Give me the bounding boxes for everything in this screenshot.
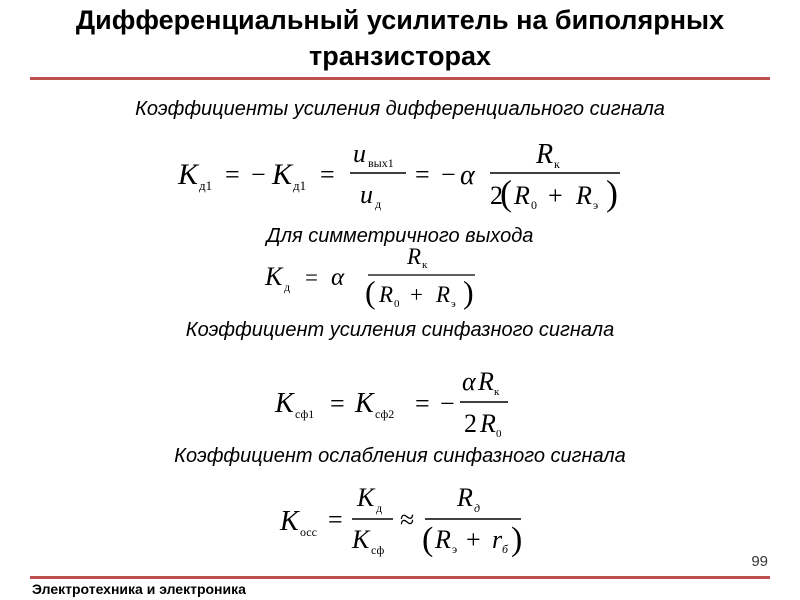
symbol-u: u (353, 139, 366, 168)
symbol-alpha: α (331, 264, 345, 291)
paren-open: ( (365, 274, 376, 310)
symbol-K: K (178, 158, 199, 191)
symbol-K: K (265, 262, 283, 291)
subscript-d: д (474, 501, 481, 515)
footer-course-title: Электротехника и электроника (32, 581, 246, 597)
paren-open: ( (500, 173, 512, 213)
paren-close: ) (511, 521, 523, 558)
symbol-R: R (536, 139, 554, 170)
symbol-K: K (280, 506, 299, 537)
heading-common-mode-gain: Коэффициент усиления синфазного сигнала (185, 319, 615, 341)
symbol-K: K (275, 388, 294, 419)
subscript-oss: осс (300, 525, 317, 539)
subscript-d: д (375, 197, 382, 211)
equals-sign: = (415, 389, 430, 418)
symbol-R: R (407, 244, 422, 269)
number-two: 2 (464, 409, 477, 438)
heading-symmetric-output: Для симметричного выхода (266, 225, 534, 247)
subscript-e: э (451, 298, 456, 310)
heading-cmrr: Коэффициент ослабления синфазного сигнала (174, 445, 626, 467)
paren-open: ( (422, 521, 434, 558)
symbol-K: K (357, 483, 375, 512)
paren-close: ) (606, 173, 618, 213)
symbol-R: R (576, 181, 592, 210)
symbol-R: R (480, 409, 496, 438)
top-divider (30, 77, 770, 80)
subscript-sf1: сф1 (295, 407, 315, 421)
symbol-K: K (272, 158, 293, 191)
equals-sign: = (330, 389, 345, 418)
minus-sign: − (440, 389, 455, 418)
symbol-R: R (514, 181, 530, 210)
equals-sign: = (415, 160, 430, 189)
symbol-alpha: α (460, 160, 475, 191)
subscript-k: к (554, 157, 560, 171)
equals-sign: = (305, 265, 318, 290)
approx-sign: ≈ (400, 505, 415, 534)
subscript-d1: д1 (293, 178, 307, 193)
equals-sign: = (225, 160, 240, 189)
symbol-u: u (360, 180, 373, 209)
symbol-R: R (478, 367, 494, 396)
symbol-r: r (492, 525, 503, 554)
symbol-R: R (435, 525, 451, 554)
paren-close: ) (463, 274, 474, 310)
slide-title-line-2: транзисторах (309, 41, 491, 71)
minus-sign: − (251, 160, 266, 189)
plus-sign: + (548, 181, 563, 210)
subscript-0: 0 (531, 198, 537, 212)
subscript-d: д (376, 501, 383, 515)
symbol-R: R (379, 282, 394, 307)
subscript-0: 0 (394, 298, 400, 310)
symbol-R: R (457, 483, 473, 512)
formula-differential-gain (0, 138, 800, 213)
minus-sign: − (441, 160, 456, 189)
formula-cmrr (0, 482, 800, 558)
symbol-K: K (355, 388, 374, 419)
formula-symmetric-output (0, 244, 800, 319)
subscript-out1: вых1 (368, 156, 394, 170)
plus-sign: + (410, 282, 423, 307)
equals-sign: = (328, 505, 343, 534)
equals-sign: = (320, 160, 335, 189)
formula-common-mode-gain (0, 366, 800, 438)
subscript-k: к (494, 386, 500, 398)
subscript-e: э (452, 542, 458, 556)
subscript-b: б (502, 542, 509, 556)
subscript-k: к (422, 259, 428, 271)
bottom-divider (30, 576, 770, 579)
page-number: 99 (751, 553, 768, 570)
subscript-0: 0 (496, 428, 502, 440)
symbol-R: R (436, 282, 451, 307)
subscript-e: э (593, 198, 599, 212)
subscript-d: д (284, 280, 291, 294)
subscript-sf: сф (371, 543, 385, 557)
subscript-d1: д1 (199, 178, 213, 193)
slide-title (0, 2, 800, 74)
heading-differential-gain: Коэффициенты усиления дифференциального сигнала (135, 98, 665, 120)
symbol-alpha: α (462, 367, 476, 396)
subscript-sf2: сф2 (375, 407, 395, 421)
plus-sign: + (466, 525, 481, 554)
symbol-K: K (352, 525, 370, 554)
slide-title-line-1: Дифференциальный усилитель на биполярных (75, 5, 725, 35)
number-two: 2 (490, 181, 503, 210)
